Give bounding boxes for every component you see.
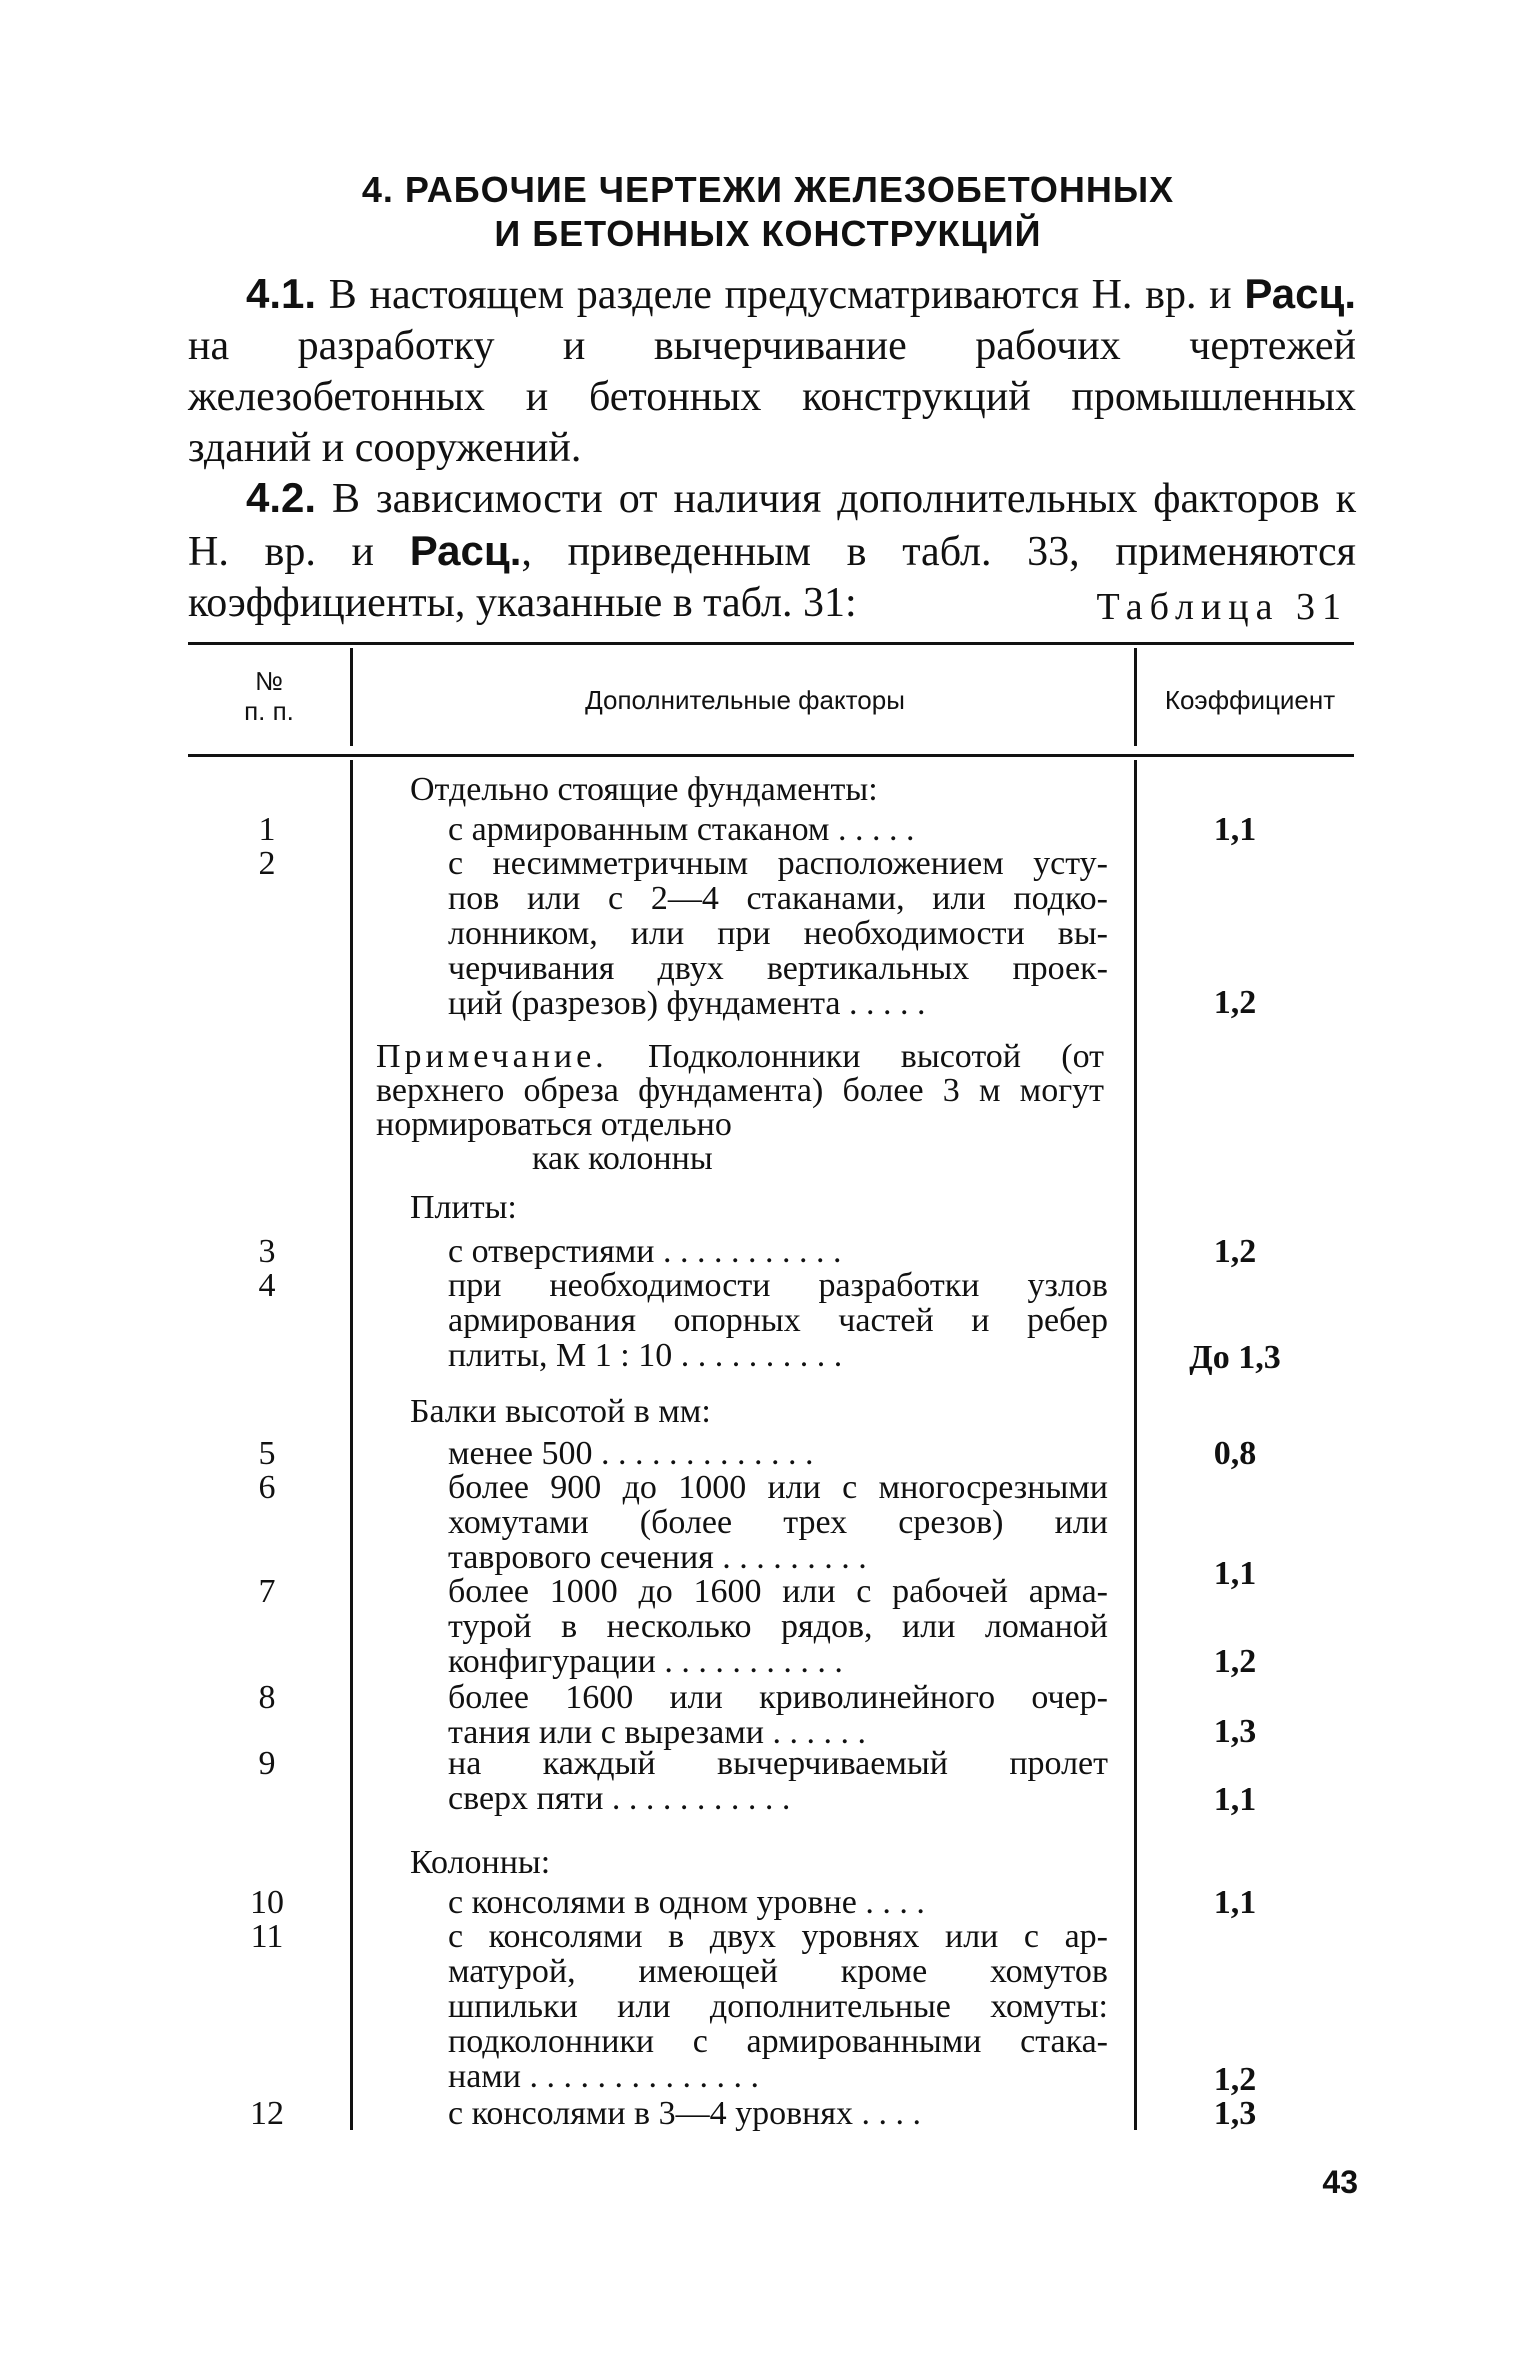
row-coefficient: 1,2 bbox=[1213, 984, 1257, 1021]
row-number: 1 bbox=[258, 811, 276, 848]
row-text-line: черчивания двух вертикальных проек- bbox=[448, 950, 1108, 987]
header-coefficient: Коэффициент bbox=[1164, 685, 1336, 715]
row-number: 4 bbox=[258, 1267, 276, 1304]
row-coefficient: 1,1 bbox=[1213, 1555, 1257, 1592]
row-coefficient: 1,1 bbox=[1213, 1781, 1257, 1818]
row-text-line: на каждый вычерчиваемый пролет bbox=[448, 1745, 1108, 1782]
row-text-line: с несимметричным расположением усту- bbox=[448, 845, 1108, 882]
heading-line-2: И БЕТОННЫХ КОНСТРУКЦИЙ bbox=[494, 213, 1042, 254]
bold-term: Расц. bbox=[409, 527, 522, 574]
column-divider bbox=[350, 648, 353, 746]
row-text-line: армирования опорных частей и ребер bbox=[448, 1302, 1108, 1339]
row-text-line: матурой, имеющей кроме хомутов bbox=[448, 1953, 1108, 1990]
header-number-sign: № bbox=[255, 666, 283, 696]
row-text-line: более 1600 или криволинейного очер- bbox=[448, 1679, 1108, 1716]
column-divider bbox=[1134, 760, 1137, 2130]
row-text-line: турой в несколько рядов, или ломаной bbox=[448, 1608, 1108, 1645]
row-text-line: с консолями в двух уровнях или с ар- bbox=[448, 1918, 1108, 1955]
row-text-line: сверх пяти . . . . . . . . . . . bbox=[448, 1780, 791, 1817]
table-header-rule bbox=[188, 754, 1354, 757]
row-number: 5 bbox=[258, 1435, 276, 1472]
row-coefficient: 1,2 bbox=[1213, 1233, 1257, 1270]
row-text-line: менее 500 . . . . . . . . . . . . . bbox=[448, 1435, 814, 1472]
paragraph-text: В зависимости от наличия дополнительных факторов к Н. вр. и bbox=[188, 476, 1356, 575]
page-number: 43 bbox=[1322, 2164, 1358, 2200]
row-coefficient: 1,3 bbox=[1213, 2095, 1257, 2132]
row-number: 10 bbox=[250, 1884, 284, 1921]
header-number bbox=[188, 666, 350, 726]
paragraph-number: 4.2. bbox=[246, 474, 317, 521]
row-text-line: более 1000 до 1600 или с рабочей арма- bbox=[448, 1573, 1108, 1610]
bold-term: Расц. bbox=[1244, 270, 1356, 317]
paragraph-text: на разработку и вычерчивание рабочих чертежей железобетонных и бетонных конструкций промышленных зданий и сооружений. bbox=[188, 323, 1356, 471]
row-text-line: таврового сечения . . . . . . . . . bbox=[448, 1539, 867, 1576]
row-text-line: с отверстиями . . . . . . . . . . . bbox=[448, 1233, 842, 1270]
row-number: 3 bbox=[258, 1233, 276, 1270]
column-divider bbox=[350, 760, 353, 2130]
heading-line-1: 4. РАБОЧИЕ ЧЕРТЕЖИ ЖЕЛЕЗОБЕТОННЫХ bbox=[361, 169, 1175, 210]
row-text-line: подколонники с армированными стака- bbox=[448, 2023, 1108, 2060]
group-heading: Балки высотой в мм: bbox=[410, 1393, 711, 1430]
note-text: Подколонники высотой (от верхнего обреза фундамента) более 3 м могут нормироваться отдельно bbox=[376, 1038, 1104, 1143]
table-note bbox=[376, 1040, 1104, 1176]
row-coefficient: 1,3 bbox=[1213, 1713, 1257, 1750]
row-number: 8 bbox=[258, 1679, 276, 1716]
row-number: 7 bbox=[258, 1573, 276, 1610]
row-text-line: пов или с 2—4 стаканами, или подко- bbox=[448, 880, 1108, 917]
row-coefficient: 1,1 bbox=[1213, 811, 1257, 848]
paragraph-text: В настоящем разделе предусматриваются Н. вр. и bbox=[316, 272, 1245, 318]
table-top-rule bbox=[188, 642, 1354, 645]
paragraph-text: , приведенным в табл. 33, применяются коэффициенты, указанные в табл. 31: bbox=[188, 529, 1356, 626]
row-text-line: с армированным стаканом . . . . . bbox=[448, 811, 915, 848]
row-text-line: нами . . . . . . . . . . . . . . bbox=[448, 2058, 759, 2095]
group-heading: Отдельно стоящие фундаменты: bbox=[410, 771, 878, 808]
column-divider bbox=[1134, 648, 1137, 746]
row-number: 2 bbox=[258, 845, 276, 882]
row-text-line: тания или с вырезами . . . . . . bbox=[448, 1714, 866, 1751]
row-number: 9 bbox=[258, 1745, 276, 1782]
row-coefficient: 1,2 bbox=[1213, 2061, 1257, 2098]
row-text-line: шпильки или дополнительные хомуты: bbox=[448, 1988, 1108, 2025]
header-factors: Дополнительные факторы bbox=[585, 685, 905, 715]
row-text-line: хомутами (более трех срезов) или bbox=[448, 1504, 1108, 1541]
row-coefficient: До 1,3 bbox=[1189, 1339, 1281, 1376]
section-heading bbox=[0, 168, 1536, 256]
row-text-line: плиты, М 1 : 10 . . . . . . . . . . bbox=[448, 1337, 843, 1374]
row-text-line: более 900 до 1000 или с многосрезными bbox=[448, 1469, 1108, 1506]
header-number-abbr: п. п. bbox=[244, 696, 294, 726]
row-number: 11 bbox=[250, 1918, 284, 1955]
row-text-line: конфигурации . . . . . . . . . . . bbox=[448, 1643, 843, 1680]
note-label: Примечание. bbox=[376, 1038, 608, 1075]
row-text-line: с консолями в 3—4 уровнях . . . . bbox=[448, 2095, 921, 2132]
paragraph-4-1 bbox=[188, 268, 1356, 474]
row-number: 12 bbox=[250, 2095, 284, 2132]
row-text-line: лонником, или при необходимости вы- bbox=[448, 915, 1108, 952]
row-coefficient: 1,1 bbox=[1213, 1884, 1257, 1921]
row-number: 6 bbox=[258, 1469, 276, 1506]
group-heading: Плиты: bbox=[410, 1189, 517, 1226]
note-last-line: как колонны bbox=[532, 1140, 713, 1177]
row-text-line: с консолями в одном уровне . . . . bbox=[448, 1884, 925, 1921]
row-text-line: при необходимости разработки узлов bbox=[448, 1267, 1108, 1304]
row-text-line: ций (разрезов) фундамента . . . . . bbox=[448, 985, 926, 1022]
table-title: Таблица 31 bbox=[1096, 586, 1348, 628]
row-coefficient: 1,2 bbox=[1213, 1643, 1257, 1680]
row-coefficient: 0,8 bbox=[1213, 1435, 1257, 1472]
paragraph-number: 4.1. bbox=[246, 270, 317, 317]
group-heading: Колонны: bbox=[410, 1844, 551, 1881]
